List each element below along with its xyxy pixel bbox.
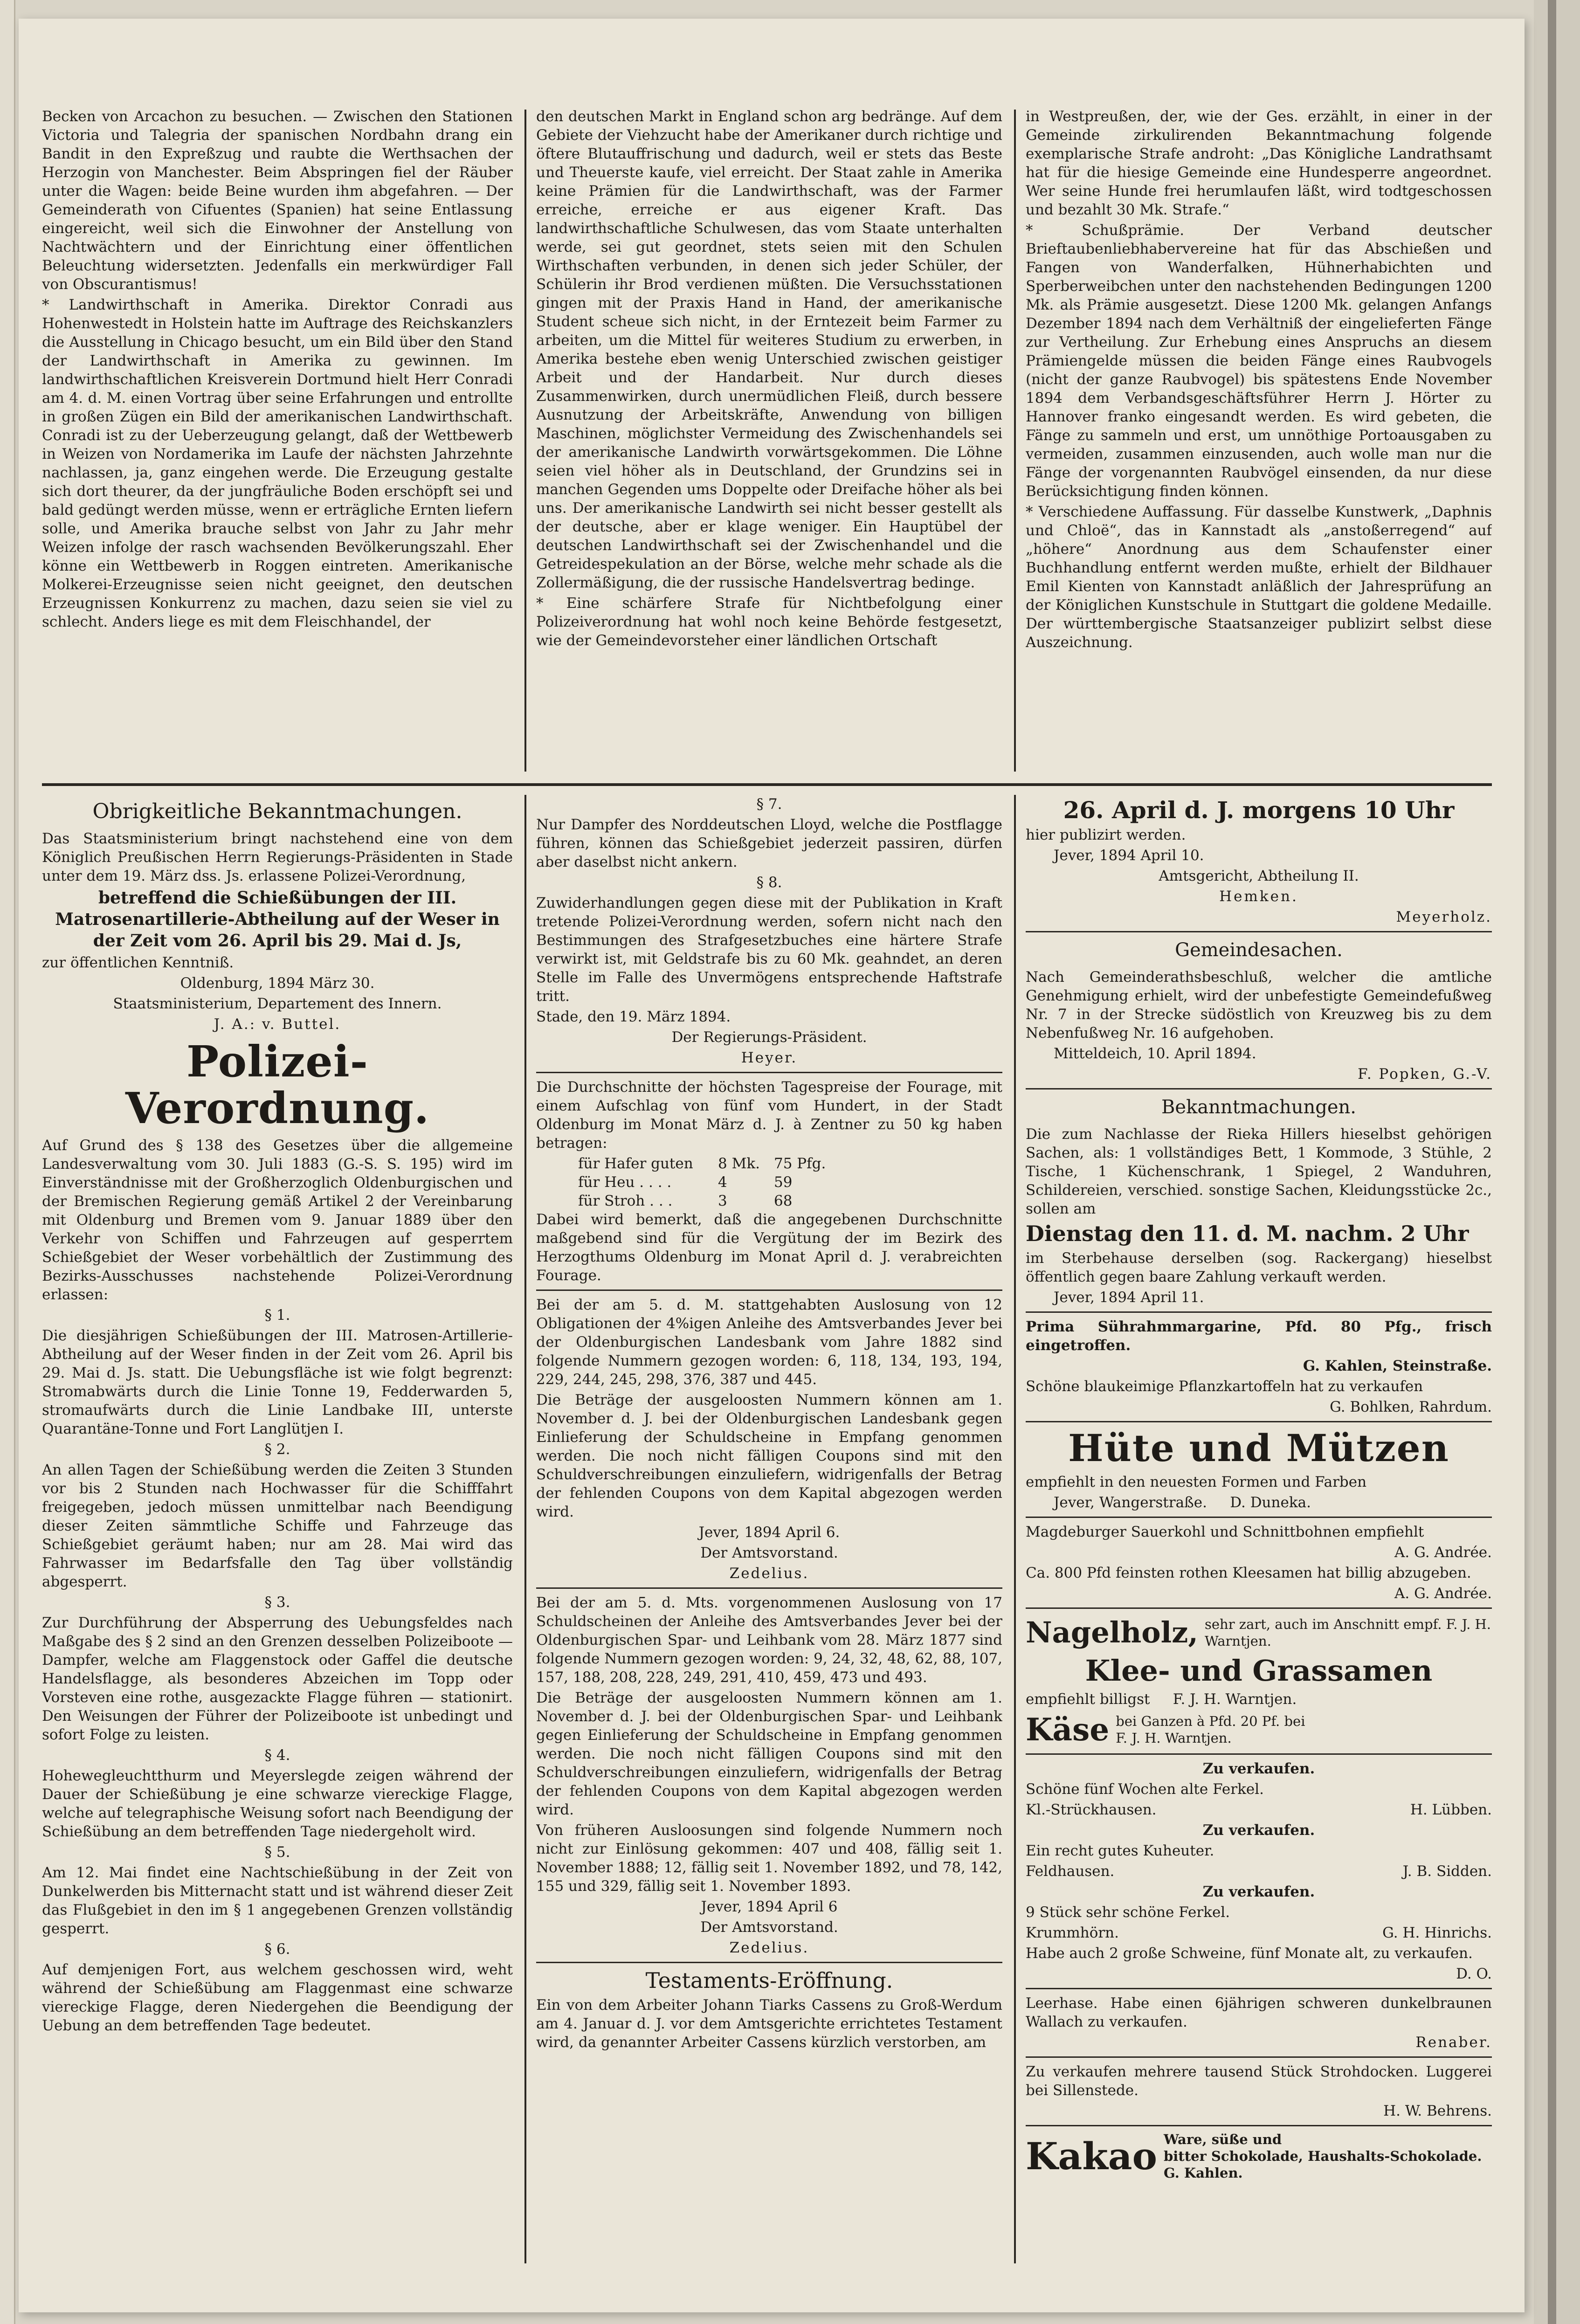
notice-signature-2: Meyerholz. xyxy=(1396,909,1492,925)
sale-text: Ein recht gutes Kuheuter. xyxy=(1026,1842,1214,1859)
article-landwirthschaft: * Landwirthschaft in Amerika. Direktor Conradi aus Hohenwestedt in Holstein hatte im Auftrage des Reichskanzlers die Ausstellung in Chicago besucht, um ein Bild über den Stand der Landwirthschaft in Amerika zu gewinnen. Im landwirthschaftlichen Kreisverein Dortmund hielt Herr Conradi am 4. d. M. einen Vortrag über seine Erfahrungen und entrollte in großen Zügen ein Bild der amerikanischen Landwirthschaft. Conradi ist zu der Ueberzeugung gelangt, daß der Wettbewerb in Weizen von Nordamerika im Laufe der nächsten Jahrzehnte nachlassen, ja, ganz eingehen werde. Die Erzeugung gestalte sich dort theurer, da der jungfräuliche Boden erschöpft sei und bald gedüngt werden müsse, wenn er erträgliche Ernten liefern solle, und Amerika brauche selbst von Jahr zu Jahr mehr Weizen infolge der rasch wachsenden Bevölkerungszahl. Eher könne ein Wettbewerb in Roggen eintreten. Amerikanische Molkerei-Erzeugnisse seien nicht geeignet, den deutschen Erzeugnissen Konkurrenz zu machen, dazu seien sie viel zu schlecht. Anders liege es mit dem Fleischhandel, der xyxy=(42,297,513,630)
notice-place-date: Jever, 1894 April 6 xyxy=(701,1898,838,1915)
book-spine-edge xyxy=(1534,0,1580,2324)
notice-authority: Der Amtsvorstand. xyxy=(700,1919,838,1936)
top-column-2 xyxy=(536,107,1002,774)
column-divider xyxy=(524,110,526,772)
auslosung-text: Bei der am 5. d. M. stattgehabten Auslosung von 12 Obligationen der 4%igen Anleihe des Amtsverbandes Jever bei der Oldenburgischen Landesbank vom Jahre 1882 sind folgende Nummern gezogen worden: 6, 118, 134, 193, 194, 229, 244, 245, 298, 376, 387 und 445. xyxy=(536,1296,1002,1388)
notice-place-date: Oldenburg, 1894 März 30. xyxy=(180,975,375,992)
auslosung-text: Bei der am 5. d. Mts. vorgenommenen Auslosung von 17 Schuldscheinen der Anleihe des Amtsverbandes Jever bei der Oldenburgischen Spar- und Leihbank vom 28. März 1877 sind folgende Nummern gezogen worden: 9, 24, 32, 48, 62, 88, 107, 157, 188, 208, 228, 249, 291, 410, 459, 473 und 493. xyxy=(536,1594,1002,1686)
ad-margarine: Prima Sührahmmargarine, Pfd. 80 Pfg., frisch eingetroffen. xyxy=(1026,1318,1492,1354)
article-paragraph: in Westpreußen, der, wie der Ges. erzählt, in einer in der Gemeinde zirkulirenden Bekanntmachung folgende exemplarische Strafe androht: „Das Königliche Landrathsamt hat für die hiesige Gemeinde eine Hundesperre angeordnet. Wer seine Hunde frei herumlaufen läßt, wird todtgeschossen und bezahlt 30 Mk. Strafe.“ xyxy=(1026,108,1492,218)
bottom-column-2 xyxy=(536,795,1002,2263)
divider-line xyxy=(1026,1517,1492,1518)
ad-signature: A. G. Andrée. xyxy=(1394,1544,1492,1561)
notice-authority: Der Amtsvorstand. xyxy=(700,1545,838,1561)
section-number: § 3. xyxy=(264,1594,290,1611)
section-text: An allen Tagen der Schießübung werden die Zeiten 3 Stunden vor bis 2 Stunden nach Hochwasser für die Schifffahrt freigegeben, jedoch müssen unmittelbar nach Beendigung dieser Zeiten sämmtliche Schiffe und Fahrzeuge das Schießgebiet geräumt haben; nur am 28. Mai wird das Fahrwasser im Bedarfsfalle den Tag über vollständig abgesperrt. xyxy=(42,1462,513,1590)
divider-line xyxy=(1026,2056,1492,2058)
notice-place-date: Jever, 1894 April 11. xyxy=(1054,1289,1204,1306)
notice-signature: Hemken. xyxy=(1219,888,1298,905)
sale-sig: Krummhörn. G. H. Hinrichs. xyxy=(1026,1924,1492,1941)
article-paragraph: den deutschen Markt in England schon arg bedränge. Auf dem Gebiete der Viehzucht habe der Amerikaner durch richtige und öftere Blutauffrischung und dadurch, weil er stets das Beste und Theuerste kaufe, viel erreicht. Der Staat zahle in Amerika keine Prämien für die Landwirthschaft, was der Farmer erreiche, erreiche er aus eigener Kraft. Das landwirthschaftliche Schulwesen, das vom Staate unterhalten werde, sei gut geordnet, stets seien mit den Schulen Wirthschaften verbunden, in denen sich jeder Schüler, der Schülerin ihr Brod verdienen müßten. Die Versuchsstationen gingen mit der Praxis Hand in Hand, der amerikanische Student scheue sich nicht, in der Erntezeit beim Farmer zu arbeiten, um die Mittel für weiteres Studium zu erwerben, in Amerika bestehe eben wenig Unterschied zwischen geistiger Arbeit und der Handarbeit. Nur durch dieses Zusammenwirken, durch unermüdlichen Fleiß, durch bessere Ausnutzung der Arbeitskräfte, Anwendung von billigen Maschinen, möglichster Vermeidung des Zwischenhandels sei der amerikanische Landwirth vorwärtsgekommen. Die Löhne seien viel höher als in Deutschland, der Grundzins sei in manchen Gegenden ums Doppelte oder Dreifache höher als bei uns. Der amerikanische Landwirth sei nicht besser gestellt als der deutsche, aber er klage weniger. Ein Hauptübel der deutschen Landwirthschaft sei der Zwischenhandel und die Getreidespekulation an der Börse, welche mehr schade als die Zollermäßigung, die der russische Handelsvertrag bedinge. xyxy=(536,108,1002,591)
ad-signature: A. G. Andrée. xyxy=(1394,1585,1492,1602)
article-schussprämie: * Schußprämie. Der Verband deutscher Brieftaubenliebhabervereine hat für das Abschießen und Fangen von Wanderfalken, Hühnerhabichten und Sperberweibchen unter den nachstehenden Bedingungen 1200 Mk. als Prämie ausgesetzt. Diese 1200 Mk. gelangen Anfangs Dezember 1894 nach dem Verhältniß der eingelieferten Fänge zur Vertheilung. Zur Erhebung eines Anspruchs an diesem Prämiengelde müssen die beiden Fänge eines Raubvogels (nicht der ganze Raubvogel) bis spätestens Ende November 1894 dem Verbandsgeschäftsführer Herrn J. Hörter zu Hannover franko eingesandt werden. Es wird gebeten, die Fänge zu sammeln und erst, um unnöthige Portoausgaben zu vermeiden, zusammen einzusenden, auch wolle man nur die Fänge der vorgenannten Raubvögel einsenden, da nur diese Berücksichtigung finden können. xyxy=(1026,222,1492,500)
notice-signature: J. A.: v. Buttel. xyxy=(214,1016,341,1033)
notice-signature: Zedelius. xyxy=(729,1939,809,1956)
notice-authority: Der Regierungs-Präsident. xyxy=(671,1029,867,1046)
fourage-notice: Die Durchschnitte der höchsten Tagespreise der Fourage, mit einem Aufschlag von fünf vom Hundert, in der Stadt Oldenburg im Monat März d. J. à Zentner zu 50 kg haben betragen: xyxy=(536,1079,1002,1152)
notice-place-date: Mitteldeich, 10. April 1894. xyxy=(1054,1045,1256,1062)
section-text: Zuwiderhandlungen gegen diese mit der Publikation in Kraft tretende Polizei-Verordnung werden, sofern nicht nach den Bestimmungen des Strafgesetzbuches eine härtere Strafe verwirkt ist, mit Geldstrafe bis zu 60 Mk. geahndet, an deren Stelle im Falle des Unvermögens entsprechende Haftstrafe tritt. xyxy=(536,895,1002,1005)
left-page-margin xyxy=(0,0,15,2324)
notice-intro-end: zur öffentlichen Kenntniß. xyxy=(42,954,234,971)
column-divider xyxy=(1014,795,1016,2263)
divider-line xyxy=(1026,2125,1492,2126)
auction-text: Die zum Nachlasse der Rieka Hillers hieselbst gehörigen Sachen, als: 1 vollständiges Bett, 1 Kommode, 3 Stühle, 2 Tische, 1 Küchenschrank, 1 Spiegel, 2 Wanduhren, Schildereien, verschied. sonstige Sachen, Kleidungsstücke 2c., sollen am xyxy=(1026,1126,1492,1217)
section-number: § 7. xyxy=(756,796,782,813)
fourage-table xyxy=(536,1154,1002,1210)
auction-text-2: im Sterbehause derselben (sog. Rackergang) hieselbst öffentlich gegen baare Zahlung verkauft werden. xyxy=(1026,1250,1492,1285)
section-number: § 1. xyxy=(264,1307,290,1324)
sale-text: Schöne fünf Wochen alte Ferkel. xyxy=(1026,1781,1264,1798)
notice-intro: Das Staatsministerium bringt nachstehend eine von dem Königlich Preußischen Herrn Regierungs-Präsidenten in Stade unter dem 19. März dss. Js. erlassene Polizei-Verordnung, xyxy=(42,830,513,884)
divider-line xyxy=(1026,1311,1492,1313)
divider-line xyxy=(1026,1421,1492,1422)
top-column-1 xyxy=(42,107,513,774)
article-paragraph: Becken von Arcachon zu besuchen. — Zwischen den Stationen Victoria und Talegria der spanischen Nordbahn drang ein Bandit in den Expreßzug und raubte die Werthsachen der Herzogin von Manchester. Beim Abspringen fiel der Räuber unter die Wagen: beide Beine wurden ihm abgefahren. — Der Gemeinderath von Cifuentes (Spanien) hat seine Entlassung eingereicht, weil sich die Einwohner der Anstellung von Nachtwächtern und der Einrichtung einer öffentlichen Beleuchtung widersetzten. Jedenfalls ein merkwürdiger Fall von Obscurantismus! xyxy=(42,108,513,293)
sale-heading: Zu verkaufen. xyxy=(1202,1883,1315,1900)
sale-sig: Kl.-Strückhausen. H. Lübben. xyxy=(1026,1801,1492,1818)
sale-heading: Zu verkaufen. xyxy=(1202,1822,1315,1839)
ad-klee-title: Klee- und Grassamen xyxy=(1085,1654,1433,1688)
ad-strohdocken: Zu verkaufen mehrere tausend Stück Strohdocken. Luggerei bei Sillenstede. xyxy=(1026,2063,1492,2099)
section-number: § 2. xyxy=(264,1441,290,1458)
fourage-row: für Stroh . . . 3 68 xyxy=(578,1193,793,1209)
auslosung-text: Die Beträge der ausgeloosten Nummern können am 1. November d. J. bei der Oldenburgischen Spar- und Leihbank gegen Einlieferung der Schuldscheine in Empfang genommen werden. Die noch nicht fälligen Coupons sind mit den Schuldverschreibungen einzuliefern, widrigenfalls der Betrag der fehlenden Coupons von dem Kapital abgezogen werden wird. xyxy=(536,1690,1002,1818)
ad-nagelholz: Nagelholz, sehr zart, auch im Anschnitt empf. F. J. H. Warntjen. xyxy=(1026,1615,1491,1649)
notice-place-date: Jever, 1894 April 6. xyxy=(698,1524,840,1541)
section-divider xyxy=(42,783,1492,786)
divider-line xyxy=(536,1962,1002,1963)
section-text: Auf demjenigen Fort, aus welchem geschossen wird, weht während der Schießübung am Flaggenmast eine schwarze viereckige Flagge, deren Niedergehen die Beendigung der Uebung an dem betreffenden Tage bedeutet. xyxy=(42,1961,513,2034)
ad-signature: G. Bohlken, Rahrdum. xyxy=(1330,1399,1492,1415)
divider-line xyxy=(536,1587,1002,1589)
section-number: § 4. xyxy=(264,1747,290,1764)
publication-sub: hier publizirt werden. xyxy=(1026,827,1186,843)
section-text: Am 12. Mai findet eine Nachtschießübung in der Zeit von Dunkelwerden bis Mitternacht statt und ist während dieser Zeit das Flußgebiet in den im § 1 angegebenen Grenzen vollständig gesperrt. xyxy=(42,1864,513,1937)
article-strafe: * Eine schärfere Strafe für Nichtbefolgung einer Polizeiverordnung hat wohl noch keine Behörde festgesetzt, wie der Gemeindevorsteher einer ländlichen Ortschaft xyxy=(536,595,1002,649)
divider-line xyxy=(536,1290,1002,1291)
top-column-3 xyxy=(1026,107,1492,774)
divider-line xyxy=(1026,1088,1492,1090)
sale-text: 9 Stück sehr schöne Ferkel. xyxy=(1026,1904,1230,1921)
court-name: Amtsgericht, Abtheilung II. xyxy=(1159,868,1359,884)
notice-subject: betreffend die Schießübungen der III. Matrosenartillerie-Abtheilung auf der Weser in der Zeit vom 26. April bis 29. Mai d. Js, xyxy=(55,888,500,951)
bottom-column-1 xyxy=(42,795,513,2263)
notice-place-date: Jever, 1894 April 10. xyxy=(1054,847,1204,864)
ad-leerhase: Leerhase. Habe einen 6jährigen schweren dunkelbraunen Wallach zu verkaufen. xyxy=(1026,1995,1492,2030)
ad-kakao: Kakao Ware, süße und bitter Schokolade, Haushalts-Schokolade. G. Kahlen. xyxy=(1026,2131,1482,2181)
notice-signature: F. Popken, G.-V. xyxy=(1358,1066,1492,1083)
section-number: § 8. xyxy=(756,874,782,891)
sale-text: Habe auch 2 große Schweine, fünf Monate alt, zu verkaufen. xyxy=(1026,1945,1473,1962)
divider-line xyxy=(1026,1988,1492,1989)
section-number: § 6. xyxy=(264,1941,290,1958)
sale-sig: Feldhausen. J. B. Sidden. xyxy=(1026,1863,1492,1880)
fourage-row: für Heu . . . . 4 59 xyxy=(578,1174,793,1191)
ad-text: Ca. 800 Pfd feinsten rothen Kleesamen hat billig abzugeben. xyxy=(1026,1565,1471,1581)
ad-huete-title: Hüte und Mützen xyxy=(1068,1426,1449,1470)
divider-line xyxy=(1026,1607,1492,1609)
sale-heading: Zu verkaufen. xyxy=(1202,1760,1315,1777)
bekanntmachungen-heading: Bekanntmachungen. xyxy=(1161,1096,1356,1118)
column-divider xyxy=(1014,110,1016,772)
ad-signature: H. W. Behrens. xyxy=(1383,2103,1492,2119)
ordinance-preamble: Auf Grund des § 138 des Gesetzes über die allgemeine Landesverwaltung vom 30. Juli 1883 (G.-S. S. 195) wird im Einverständnisse mit der Großherzoglich Oldenburgischen und der Bremischen Regierung gemäß Artikel 2 der Vereinbarung mit Oldenburg und Bremen vom 9. Januar 1889 über den Verkehr von Schiffen und Fahrzeugen auf gesperrtem Schießgebiet der Weser vorbehältlich der Zustimmung des Bezirks-Ausschusses nachstehende Polizei-Verordnung erlassen: xyxy=(42,1137,513,1303)
section-text: Nur Dampfer des Norddeutschen Lloyd, welche die Postflagge führen, können das Schießgebiet jederzeit passiren, dürfen aber daselbst nicht ankern. xyxy=(536,816,1002,870)
notice-ministry: Staatsministerium, Departement des Innern. xyxy=(113,995,442,1012)
testament-text: Ein von dem Arbeiter Johann Tiarks Cassens zu Groß-Werdum am 4. Januar d. J. vor dem Amtsgerichte errichtetes Testament wird, da genannter Arbeiter Cassens kürzlich verstorben, am xyxy=(536,1997,1002,2051)
ad-text: empfiehlt in den neuesten Formen und Farben xyxy=(1026,1474,1367,1490)
ad-kaese: Käse bei Ganzen à Pfd. 20 Pf. bei F. J. H. Warntjen. xyxy=(1026,1711,1305,1748)
auslosung-text: Von früheren Ausloosungen sind folgende Nummern noch nicht zur Einlösung gekommen: 407 und 408, fällig seit 1. November 1888; 12, fällig seit 1. November 1892, und 78, 142, 155 und 329, fällig seit 1. November 1893. xyxy=(536,1822,1002,1895)
column-divider xyxy=(524,795,526,2263)
ad-text: Magdeburger Sauerkohl und Schnittbohnen empfiehlt xyxy=(1026,1524,1424,1540)
publication-date: 26. April d. J. morgens 10 Uhr xyxy=(1063,796,1455,824)
newspaper-page xyxy=(19,19,1525,2312)
ad-kartoffeln: Schöne blaukeimige Pflanzkartoffeln hat zu verkaufen xyxy=(1026,1378,1423,1395)
auslosung-text: Die Beträge der ausgeloosten Nummern können am 1. November d. J. bei der Oldenburgischen Landesbank gegen Einlieferung der Schuldscheine in Empfang genommen werden. Die noch nicht fälligen Coupons sind mit den Schuldverschreibungen einzuliefern, widrigenfalls der Betrag der fehlenden Coupons von dem Kapital abgezogen werden wird. xyxy=(536,1392,1002,1520)
section-text: Die diesjährigen Schießübungen der III. Matrosen-Artillerie-Abtheilung auf der Weser finden in der Zeit vom 26. April bis 29. Mai d. Js. statt. Die Uebungsfläche ist wie folgt begrenzt: Stromabwärts durch die Linie Tonne 19, Fedderwarden 5, stromaufwärts durch die Linie Landbake III, unterste Quarantäne-Tonne und Fort Langlütjen I. xyxy=(42,1327,513,1437)
gemeinde-text: Nach Gemeinderathsbeschluß, welcher die amtliche Genehmigung erhielt, wird der unbefestigte Gemeindefußweg Nr. 7 in der Strecke südöstlich von Kreuzweg bis zu dem Nebenfußweg Nr. 16 aufgehoben. xyxy=(1026,969,1492,1041)
gemeinde-heading: Gemeindesachen. xyxy=(1175,939,1343,961)
notice-signature: Zedelius. xyxy=(729,1565,809,1582)
ad-text: empfiehlt billigst F. J. H. Warntjen. xyxy=(1026,1691,1297,1708)
notice-place-date: Stade, den 19. März 1894. xyxy=(536,1008,731,1025)
section-heading: Obrigkeitliche Bekanntmachungen. xyxy=(92,800,462,823)
bottom-column-3 xyxy=(1026,795,1492,2263)
ordinance-title: Polizei-Verordnung. xyxy=(125,1036,430,1133)
divider-line xyxy=(1026,1753,1492,1755)
article-auffassung: * Verschiedene Auffassung. Für dasselbe Kunstwerk, „Daphnis und Chloë“, das in Kannstadt als „anstoßerregend“ auf „höhere“ Anordnung aus dem Schaufenster einer Buchhandlung entfernt werden mußte, erhielt der Bildhauer Emil Kienten von Kannstadt anläßlich der Jahresprüfung an der Königlichen Kunstschule in Stuttgart die goldene Medaille. Der württembergische Staatsanzeiger publizirt selbst diese Auszeichnung. xyxy=(1026,503,1492,651)
ad-place: Jever, Wangerstraße. D. Duneka. xyxy=(1054,1494,1311,1511)
section-text: Hoheweglеuchtthurm und Meyerslegde zeigen während der Dauer der Schießübung je eine schwarze viereckige Flagge, welche auf telegraphische Weisung sofort nach Beendigung der Schießübung an dem betreffenden Tage niedergeholt wird. xyxy=(42,1767,513,1840)
section-text: Zur Durchführung der Absperrung des Uebungsfeldes nach Maßgabe des § 2 sind an den Grenzen desselben Polizeiboote — Dampfer, welche am Flaggenstock oder Gaffel die deutsche Handelsflagge, als besonderes Abzeichen im Topp oder Vorsteven eine rothe, ausgezackte Flagge führen — stationirt. Den Weisungen der Führer der Polizeiboote ist unbedingt und sofort Folge zu leisten. xyxy=(42,1614,513,1743)
fourage-row: für Hafer guten 8 Mk. 75 Pfg. xyxy=(578,1155,826,1172)
ad-signature: Renaber. xyxy=(1415,2034,1492,2051)
notice-signature: Heyer. xyxy=(741,1049,798,1066)
divider-line xyxy=(1026,931,1492,932)
ad-signature: G. Kahlen, Steinstraße. xyxy=(1303,1358,1492,1374)
divider-line xyxy=(536,1072,1002,1073)
fourage-tail: Dabei wird bemerkt, daß die angegebenen Durchschnitte maßgebend sind für die Vergütung der im Bezirk des Herzogthums Oldenburg im Monat April d. J. verabreichten Fourage. xyxy=(536,1211,1002,1284)
auction-date: Dienstag den 11. d. M. nachm. 2 Uhr xyxy=(1026,1221,1469,1246)
testament-heading: Testaments-Eröffnung. xyxy=(645,1968,893,1993)
sale-sig: D. O. xyxy=(1456,1965,1492,1982)
section-number: § 5. xyxy=(264,1844,290,1861)
